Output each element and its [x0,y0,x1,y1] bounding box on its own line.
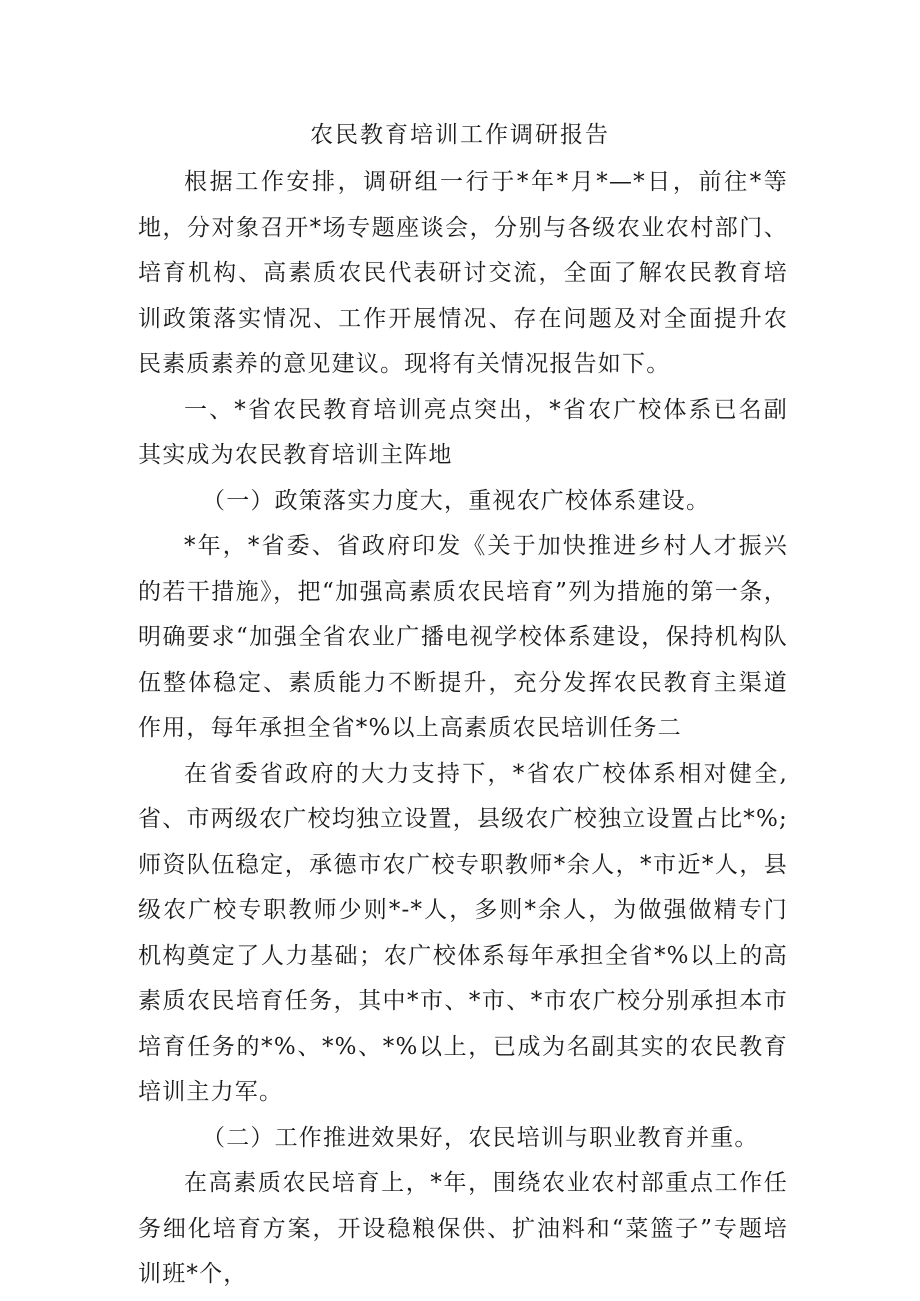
body-paragraph: 在省委省政府的大力支持下，*省农广校体系相对健全,省、市两级农广校均独立设置，县级农广校独立设置占比*%;师资队伍稳定，承德市农广校专职教师*余人，*市近*人，县级农广校专职教师少则*-*人，多则*余人，为做强做精专门机构奠定了人力基础；农广校体系每年承担全省*%以上的高素质农民培育任务，其中*市、*市、*市农广校分别承担本市培育任务的*%、*%、*%以上，已成为名副其实的农民教育培训主力军。 [138,760,788,1105]
subsection-heading-2: （二）工作推进效果好，农民培训与职业教育并重。 [202,1124,759,1151]
intro-paragraph: 根据工作安排，调研组一行于*年*月*—*日，前往*等地，分对象召开*场专题座谈会，分别与各级农业农村部门、培育机构、高素质农民代表研讨交流，全面了解农民教育培训政策落实情况、工作开展情况、存在问题及对全面提升农民素质素养的意见建议。现将有关情况报告如下。 [138,169,788,377]
body-paragraph: *年，*省委、省政府印发《关于加快推进乡村人才振兴的若干措施》，把“加强高素质农民培育”列为措施的第一条，明确要求“加强全省农业广播电视学校体系建设，保持机构队伍整体稳定、素质能力不断提升，充分发挥农民教育主渠道作用，每年承担全省*%以上高素质农民培训任务二 [138,533,788,741]
document-title: 农民教育培训工作调研报告 [310,122,610,148]
section-heading-1: 一、*省农民教育培训亮点突出，*省农广校体系已名副其实成为农民教育培训主阵地 [138,396,788,468]
body-paragraph: 在高素质农民培育上，*年，围绕农业农村部重点工作任务细化培育方案，开设稳粮保供、扩油料和“菜篮子”专题培训班*个， [138,1170,788,1287]
subsection-heading-1: （一）政策落实力度大，重视农广校体系建设。 [202,487,711,514]
document-body [138,160,788,1298]
